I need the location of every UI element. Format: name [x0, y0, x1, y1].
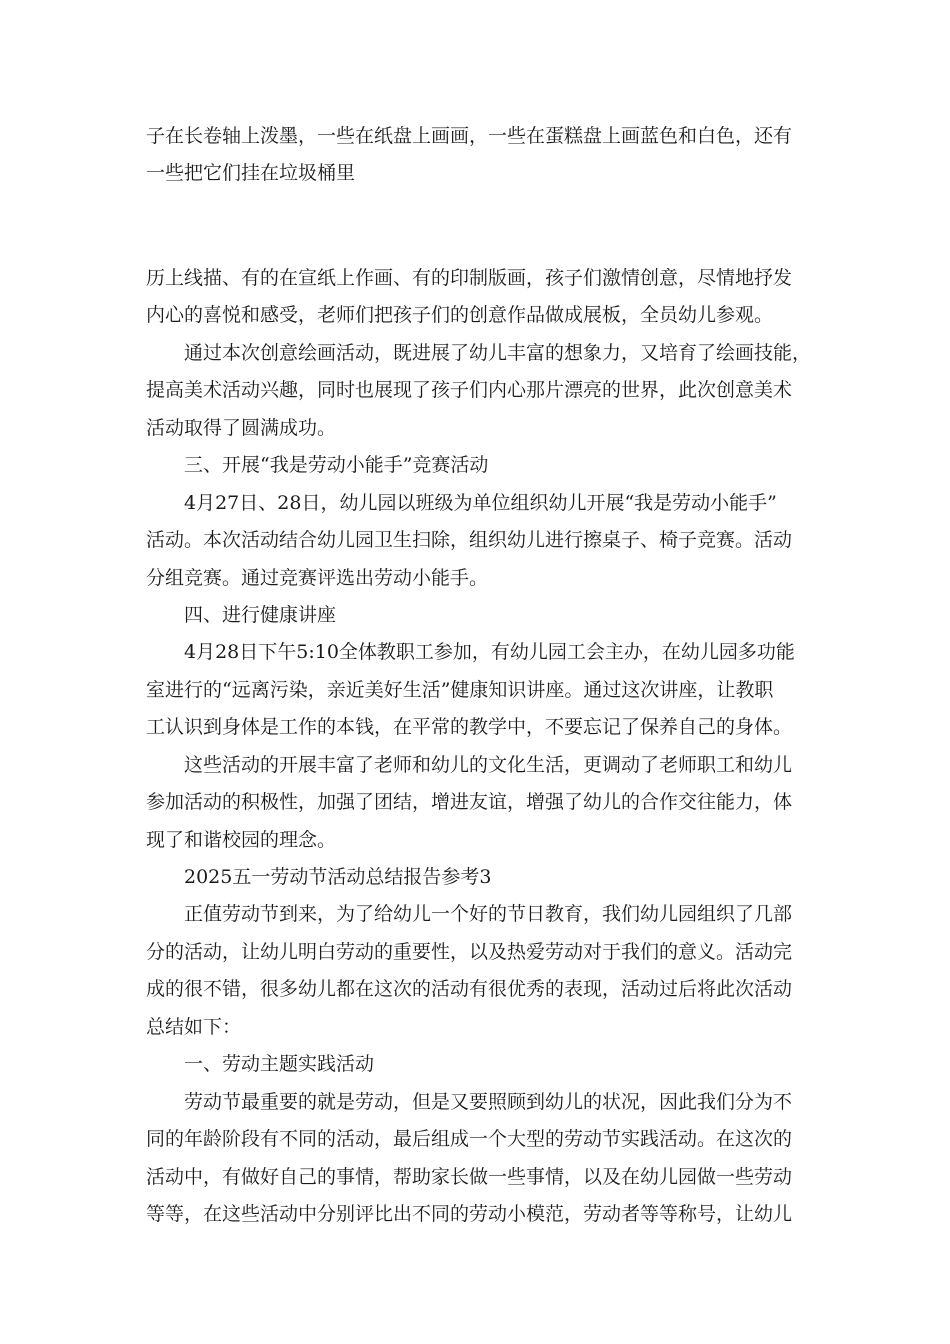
text-line: 活动。本次活动结合幼儿园卫生扫除，组织幼儿进行擦桌子、椅子竞赛。活动 [146, 529, 793, 552]
text-line: 内心的喜悦和感受，老师们把孩子们的创意作品做成展板，全员幼儿参观。 [146, 304, 774, 327]
text-line: 通过本次创意绘画活动，既进展了幼儿丰富的想象力，又培育了绘画技能， [146, 341, 812, 364]
text-line: 现了和谐校园的理念。 [146, 828, 337, 851]
top-fragment [146, 121, 812, 189]
text-line: 总结如下： [146, 1015, 242, 1038]
text-line: 历上线描、有的在宣纸上作画、有的印制版画，孩子们激情创意，尽情地抒发 [146, 267, 793, 289]
section-heading: 四、进行健康讲座 [146, 603, 337, 626]
text-line: 成的很不错，很多幼儿都在这次的活动有很优秀的表现，活动过后将此次活动 [146, 978, 793, 1001]
text-line: 分组竞赛。通过竞赛评选出劳动小能手。 [146, 566, 489, 589]
text-line: 子在长卷轴上泼墨，一些在纸盘上画画，一些在蛋糕盘上画蓝色和白色，还有 [146, 125, 793, 147]
section-heading: 三、开展“我是劳动小能手”竞赛活动 [146, 454, 489, 477]
text-line: 活动中，有做好自己的事情，帮助家长做一些事情，以及在幼儿园做一些劳动 [146, 1165, 793, 1188]
text-line: 劳动节最重要的就是劳动，但是又要照顾到幼儿的状况，因此我们分为不 [146, 1090, 793, 1113]
text-line: 同的年龄阶段有不同的活动，最后组成一个大型的劳动节实践活动。在这次的 [146, 1128, 793, 1151]
text-line: 一些把它们挂在垃圾桶里 [146, 162, 356, 185]
text-line: 工认识到身体是工作的本钱，在平常的教学中，不要忘记了保养自己的身体。 [146, 716, 793, 739]
text-line: 4月27日、28日，幼儿园以班级为单位组织幼儿开展“我是劳动小能手” [146, 491, 777, 514]
section-heading: 一、劳动主题实践活动 [146, 1053, 375, 1076]
text-line: 室进行的“远离污染，亲近美好生活”健康知识讲座。通过这次讲座，让教职 [146, 678, 774, 701]
text-line: 这些活动的开展丰富了老师和幼儿的文化生活，更调动了老师职工和幼儿 [146, 753, 793, 776]
text-line: 分的活动，让幼儿明白劳动的重要性，以及热爱劳动对于我们的意义。活动完 [146, 940, 793, 963]
text-line: 参加活动的积极性，加强了团结，增进友谊，增强了幼儿的合作交往能力，体 [146, 791, 793, 814]
text-line: 等等，在这些活动中分别评比出不同的劳动小模范，劳动者等等称号，让幼儿 [146, 1202, 793, 1225]
text-line: 4月28日下午5:10全体教职工参加，有幼儿园工会主办，在幼儿园多功能 [146, 641, 795, 664]
main-text [146, 263, 812, 1230]
text-line: 提高美术活动兴趣，同时也展现了孩子们内心那片漂亮的世界，此次创意美术 [146, 379, 793, 402]
text-line: 正值劳动节到来，为了给幼儿一个好的节日教育，我们幼儿园组织了几部 [146, 903, 793, 926]
text-line: 活动取得了圆满成功。 [146, 416, 337, 439]
section-title: 2025五一劳动节活动总结报告参考3 [146, 866, 492, 888]
